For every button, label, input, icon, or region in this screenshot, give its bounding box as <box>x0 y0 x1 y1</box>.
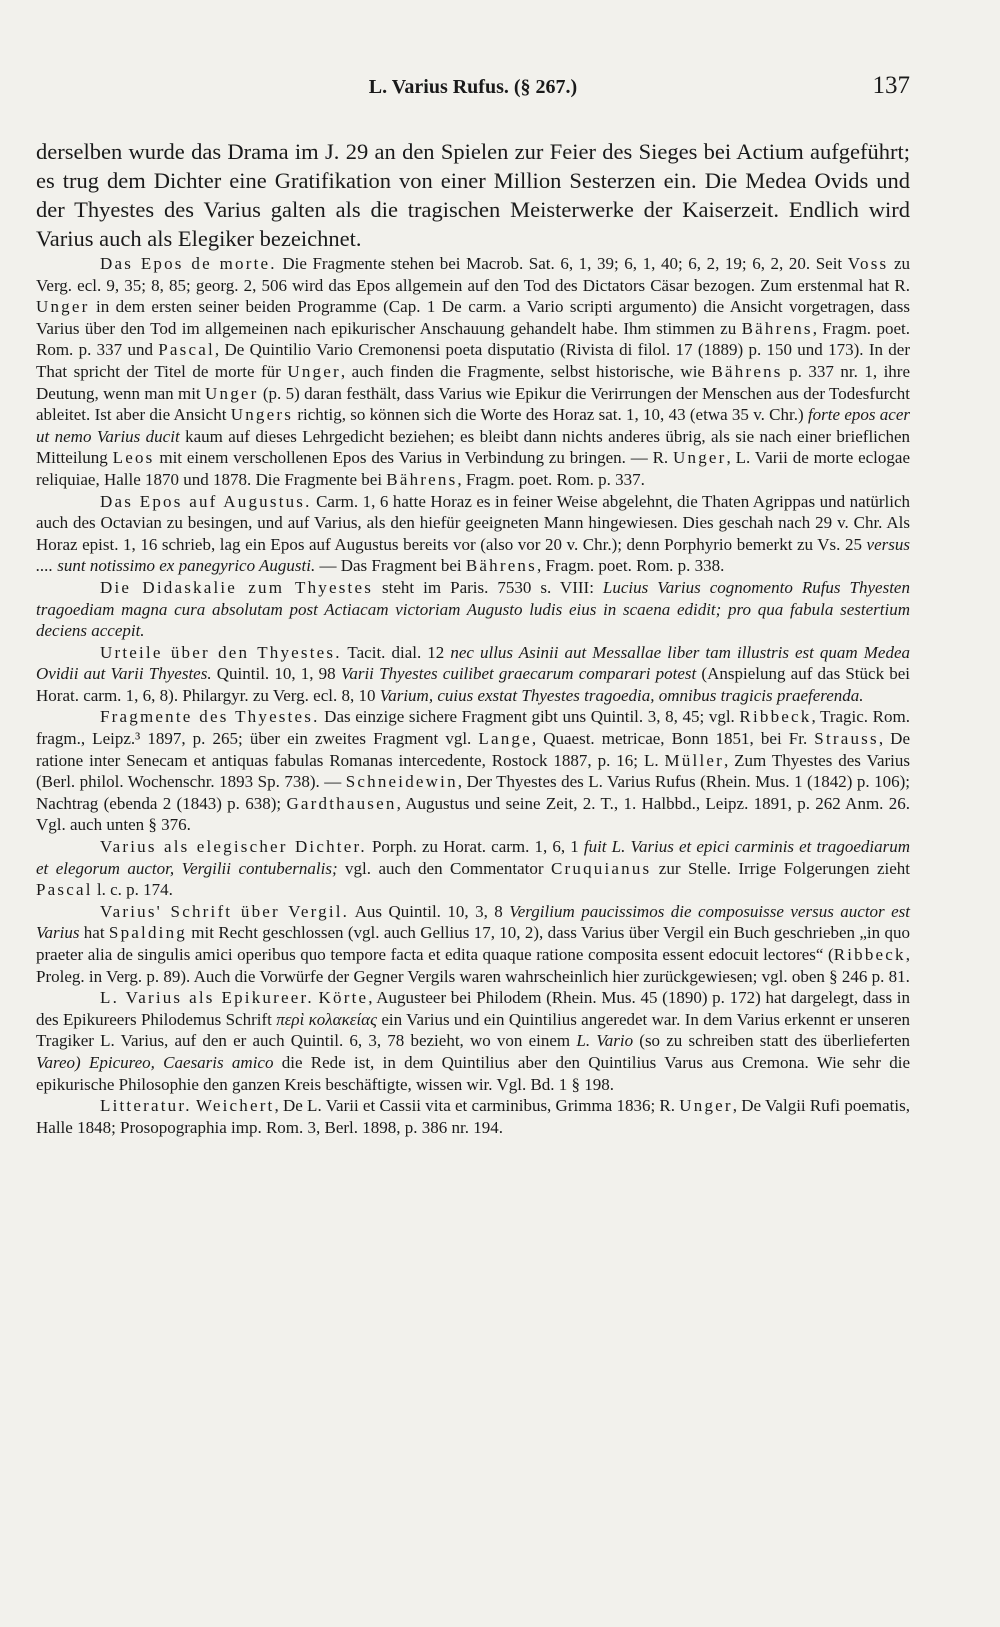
text-run: , Zum Thyestes des Varius (Berl. philol. Wochenschr. 1893 Sp. 738). — <box>36 750 910 792</box>
latin-quote: nec ullus Asinii aut Messallae liber tam illustris est quam Medea Ovidii aut Varii Thyestes. <box>36 642 911 684</box>
section-fragmente <box>36 706 910 836</box>
text-run: die Rede ist, in dem Quintilius aber den Quintilius Varus aus Cremona. Wie sehr die epikurische Philosophie den ganzen Kreis beschäftigte, wissen wir. Vgl. Bd. 1 § 198. <box>36 1052 911 1094</box>
author-name: Unger <box>205 383 259 403</box>
latin-quote: Varii Thyestes cuilibet graecarum comparari potest <box>340 664 697 684</box>
author-name: Unger <box>287 361 341 381</box>
author-name: Bährens <box>386 469 458 489</box>
running-title: L. Varius Rufus. (§ 267.) <box>368 76 578 98</box>
author-name: Ungers <box>230 405 294 425</box>
author-name: Gardthausen <box>286 793 397 813</box>
text-run: , Tragic. Rom. fragm., Leipz.³ 1897, p. 265; über ein zweites Fragment vgl. <box>36 707 910 749</box>
text-run: , L. Varii de morte eclogae reliquiae, Halle 1870 und 1878. Die Fragmente bei <box>36 448 910 489</box>
page-body <box>36 137 910 1138</box>
author-name: Bährens <box>711 361 783 381</box>
section-epikureer <box>36 987 910 1095</box>
latin-quote: Varium, cuius exstat Thyestes tragoedia, omnibus tragicis praeferenda. <box>379 685 864 705</box>
author-name: Ribbeck <box>833 945 906 964</box>
author-name: Unger <box>36 297 90 317</box>
author-name: Unger <box>673 448 727 468</box>
text-run: Porph. zu Horat. carm. 1, 6, 1 <box>366 837 584 857</box>
text-run: , De ratione inter Senecam et antiquas fabulas Romanas intercedente, Rostock 1887, p. 16; L. <box>36 729 910 770</box>
text-run: ein Varius und ein Quintilius angeredet war. In dem Varius erkennt er unseren Tragiker L. Varius, auf den er auch Quintil. 6, 3, 78 bezieht, wo von einem <box>36 1009 911 1051</box>
section-heading: Litteratur. <box>100 1096 192 1116</box>
author-name: Strauss <box>814 729 879 749</box>
section-elegiker <box>36 836 910 901</box>
text-run: , Augustus und seine Zeit, 2. T., 1. Halbbd., Leipz. 1891, p. 262 Anm. 26. Vgl. auch unten § 376. <box>36 793 910 835</box>
section-urteile <box>36 642 910 707</box>
text-run: mit einem verschollenen Epos des Varius in Verbindung zu bringen. — R. <box>154 448 674 468</box>
text-run: zu Verg. ecl. 9, 35; 8, 85; georg. 2, 506 wird das Epos allgemein auf den Tod des Dictators Cäsar bezogen. Zum erstenmal hat R. <box>36 254 910 295</box>
author-name: Lange <box>478 729 532 749</box>
author-name: Pascal <box>158 340 215 360</box>
page-header <box>36 72 910 108</box>
text-run: p. 337 nr. 1, ihre Deutung, wenn man mit <box>36 361 910 403</box>
text-run: l. c. p. 174. <box>92 880 173 900</box>
text-run: in dem ersten seiner beiden Programme (Cap. 1 De carm. a Vario scripti argumento) die Ansicht vorgetragen, dass Varius über den Tod im allgemeinen nach epikurischer Anschauung gehandelt habe. Ihm stimmen zu <box>36 297 910 338</box>
text-run: Die Fragmente stehen bei Macrob. Sat. 6, 1, 39; 6, 1, 40; 6, 2, 19; 6, 2, 20. Seit <box>276 254 848 273</box>
text-run: (p. 5) daran festhält, dass Varius wie Epikur die Verirrungen der Menschen aus der Todesfurcht ableitet. Ist aber die Ansicht <box>36 383 910 425</box>
author-name: Leos <box>112 448 155 468</box>
latin-quote: L. Vario <box>576 1031 634 1051</box>
text-run: , Proleg. in Verg. p. 89). Auch die Vorwürfe der Gegner Vergils waren wahrscheinlich hier zurückgewiesen; vgl. oben § 246 p. 81. <box>36 945 910 986</box>
text-run: , Augusteer bei Philodem (Rhein. Mus. 45 (1890) p. 172) hat dargelegt, dass in des Epikureers Philodemus Schrift <box>36 988 910 1029</box>
author-name: Schneidewin <box>345 772 458 792</box>
author-name: Voss <box>847 254 889 273</box>
greek-title: περὶ κολακείας <box>276 1009 377 1029</box>
page-number: 137 <box>872 72 910 99</box>
section-didaskalie <box>36 577 910 642</box>
text-run: , De Quintilio Vario Cremonensi poeta disputatio (Rivista di filol. 17 (1889) p. 150 und 173). In der That spricht der Titel de morte für <box>36 340 910 381</box>
section-epos-de-morte <box>36 253 910 491</box>
author-name: Spalding <box>108 923 187 943</box>
text-run: zur Stelle. Irrige Folgerungen zieht <box>651 858 911 878</box>
author-name: Cruquianus <box>550 858 652 878</box>
section-heading: Urteile über den Thyestes. <box>100 642 342 662</box>
text-run: Aus Quintil. 10, 3, 8 <box>349 901 510 921</box>
section-heading: Fragmente des Thyestes. <box>100 707 320 727</box>
text-run: , Fragm. poet. Rom. p. 338. <box>536 556 725 576</box>
text-run: richtig, so können sich die Worte des Horaz sat. 1, 10, 43 (etwa 35 v. Chr.) <box>293 405 808 425</box>
author-name: Pascal <box>36 880 93 900</box>
author-name: Ribbeck <box>739 707 812 727</box>
latin-quote: Lucius Varius cognomento Rufus Thyesten tragoediam magna cura absolutam post Actiacam victoriam Augusto ludis eius in scaena edidit; pro qua fabula sestertium deciens accepit. <box>36 577 910 641</box>
section-heading: Das Epos auf Augustus. <box>100 491 312 511</box>
text-run: Carm. 1, 6 hatte Horaz es in feiner Weise abgelehnt, die Thaten Agrippas und natürlich auch des Octavian zu besingen, und auf Varius, als den hiefür geeigneten Mann hingewiesen. Dies geschah nach 29 v. Chr. Als Horaz epist. 1, 16 schrieb, lag ein Epos auf Augustus bereits vor (also vor 20 v. Chr.); denn Porphyrio bemerkt zu Vs. 25 <box>36 491 910 554</box>
section-heading: L. Varius als Epikureer. <box>100 988 314 1008</box>
section-heading: Die Didaskalie zum Thyestes <box>100 577 374 597</box>
latin-quote: forte epos acer ut nemo Varius ducit <box>36 405 910 446</box>
latin-quote: Vergilium paucissimos die composuisse versus auctor est Varius <box>36 901 911 943</box>
text-run: hat <box>79 923 109 943</box>
text-run: (so zu schreiben statt des überlieferten <box>633 1031 910 1051</box>
author-name: Müller <box>664 750 724 770</box>
text-run: , Der Thyestes des L. Varius Rufus (Rhein. Mus. 1 (1842) p. 106); Nachtrag (ebenda 2 (1843) p. 638); <box>36 772 910 813</box>
text-run: Das einzige sichere Fragment gibt uns Quintil. 3, 8, 45; vgl. <box>319 707 740 727</box>
section-heading: Das Epos de morte. <box>100 254 277 273</box>
author-name: Körte <box>318 988 369 1008</box>
text-run: steht im Paris. 7530 s. VIII: <box>373 577 603 597</box>
text-run: , auch finden die Fragmente, selbst historische, wie <box>340 361 712 381</box>
latin-quote: versus .... sunt notissimo ex panegyrico Augusti. <box>36 534 910 576</box>
text-run: mit Recht geschlossen (vgl. auch Gellius 17, 10, 2), dass Varius über Vergil ein Buch geschrieben „in quo praeter alia de singulis amici operibus quo tempore facta et edita quaque ratione composita essent edocuit lectores“ ( <box>36 923 910 964</box>
author-name: Unger <box>679 1096 733 1116</box>
latin-quote: fuit L. Varius et epici carminis et tragoediarum et elegorum auctor, Vergilii contubernalis; <box>36 837 911 878</box>
section-schrift-vergil <box>36 901 910 987</box>
text-run: , De Valgii Rufi poematis, Halle 1848; Prosopographia imp. Rom. 3, Berl. 1898, p. 386 nr. 194. <box>36 1096 910 1137</box>
author-name: Bährens <box>741 318 813 338</box>
text-run: , Fragm. poet. Rom. p. 337. <box>457 469 645 489</box>
text-run: , Quaest. metricae, Bonn 1851, bei Fr. <box>531 729 815 749</box>
author-name: Weichert <box>195 1096 275 1116</box>
text-run: , De L. Varii et Cassii vita et carminibus, Grimma 1836; R. <box>274 1096 680 1116</box>
section-heading: Varius als elegischer Dichter. <box>100 837 367 857</box>
author-name: Bährens <box>465 556 537 576</box>
text-run: , Fragm. poet. Rom. p. 337 und <box>36 318 910 360</box>
section-heading: Varius' Schrift über Vergil. <box>100 901 350 921</box>
text-run: — Das Fragment bei <box>315 556 466 576</box>
text-run: vgl. auch den Commentator <box>337 858 551 878</box>
latin-quote: Vareo) Epicureo, Caesaris amico <box>36 1052 274 1072</box>
text-run: Quintil. 10, 1, 98 <box>211 664 341 684</box>
section-litteratur <box>36 1095 910 1138</box>
text-run: kaum auf dieses Lehrgedicht beziehen; es bleibt dann nichts anderes übrig, als sie nach einer brieflichen Mitteilung <box>36 426 910 468</box>
section-epos-augustus <box>36 491 910 577</box>
text-run: (Anspielung auf das Stück bei Horat. carm. 1, 6, 8). Philargyr. zu Verg. ecl. 8, 10 <box>36 664 911 705</box>
intro-paragraph: derselben wurde das Drama im J. 29 an den Spielen zur Feier des Sieges bei Actium aufgeführt; es trug dem Dichter eine Gratifikation von einer Million Sesterzen ein. Die Medea Ovids und der Thyestes des Varius galten als die tragischen Meisterwerke der Kaiserzeit. Endlich wird Varius auch als Elegiker bezeichnet. <box>36 139 910 251</box>
text-run: Tacit. dial. 12 <box>341 642 451 662</box>
